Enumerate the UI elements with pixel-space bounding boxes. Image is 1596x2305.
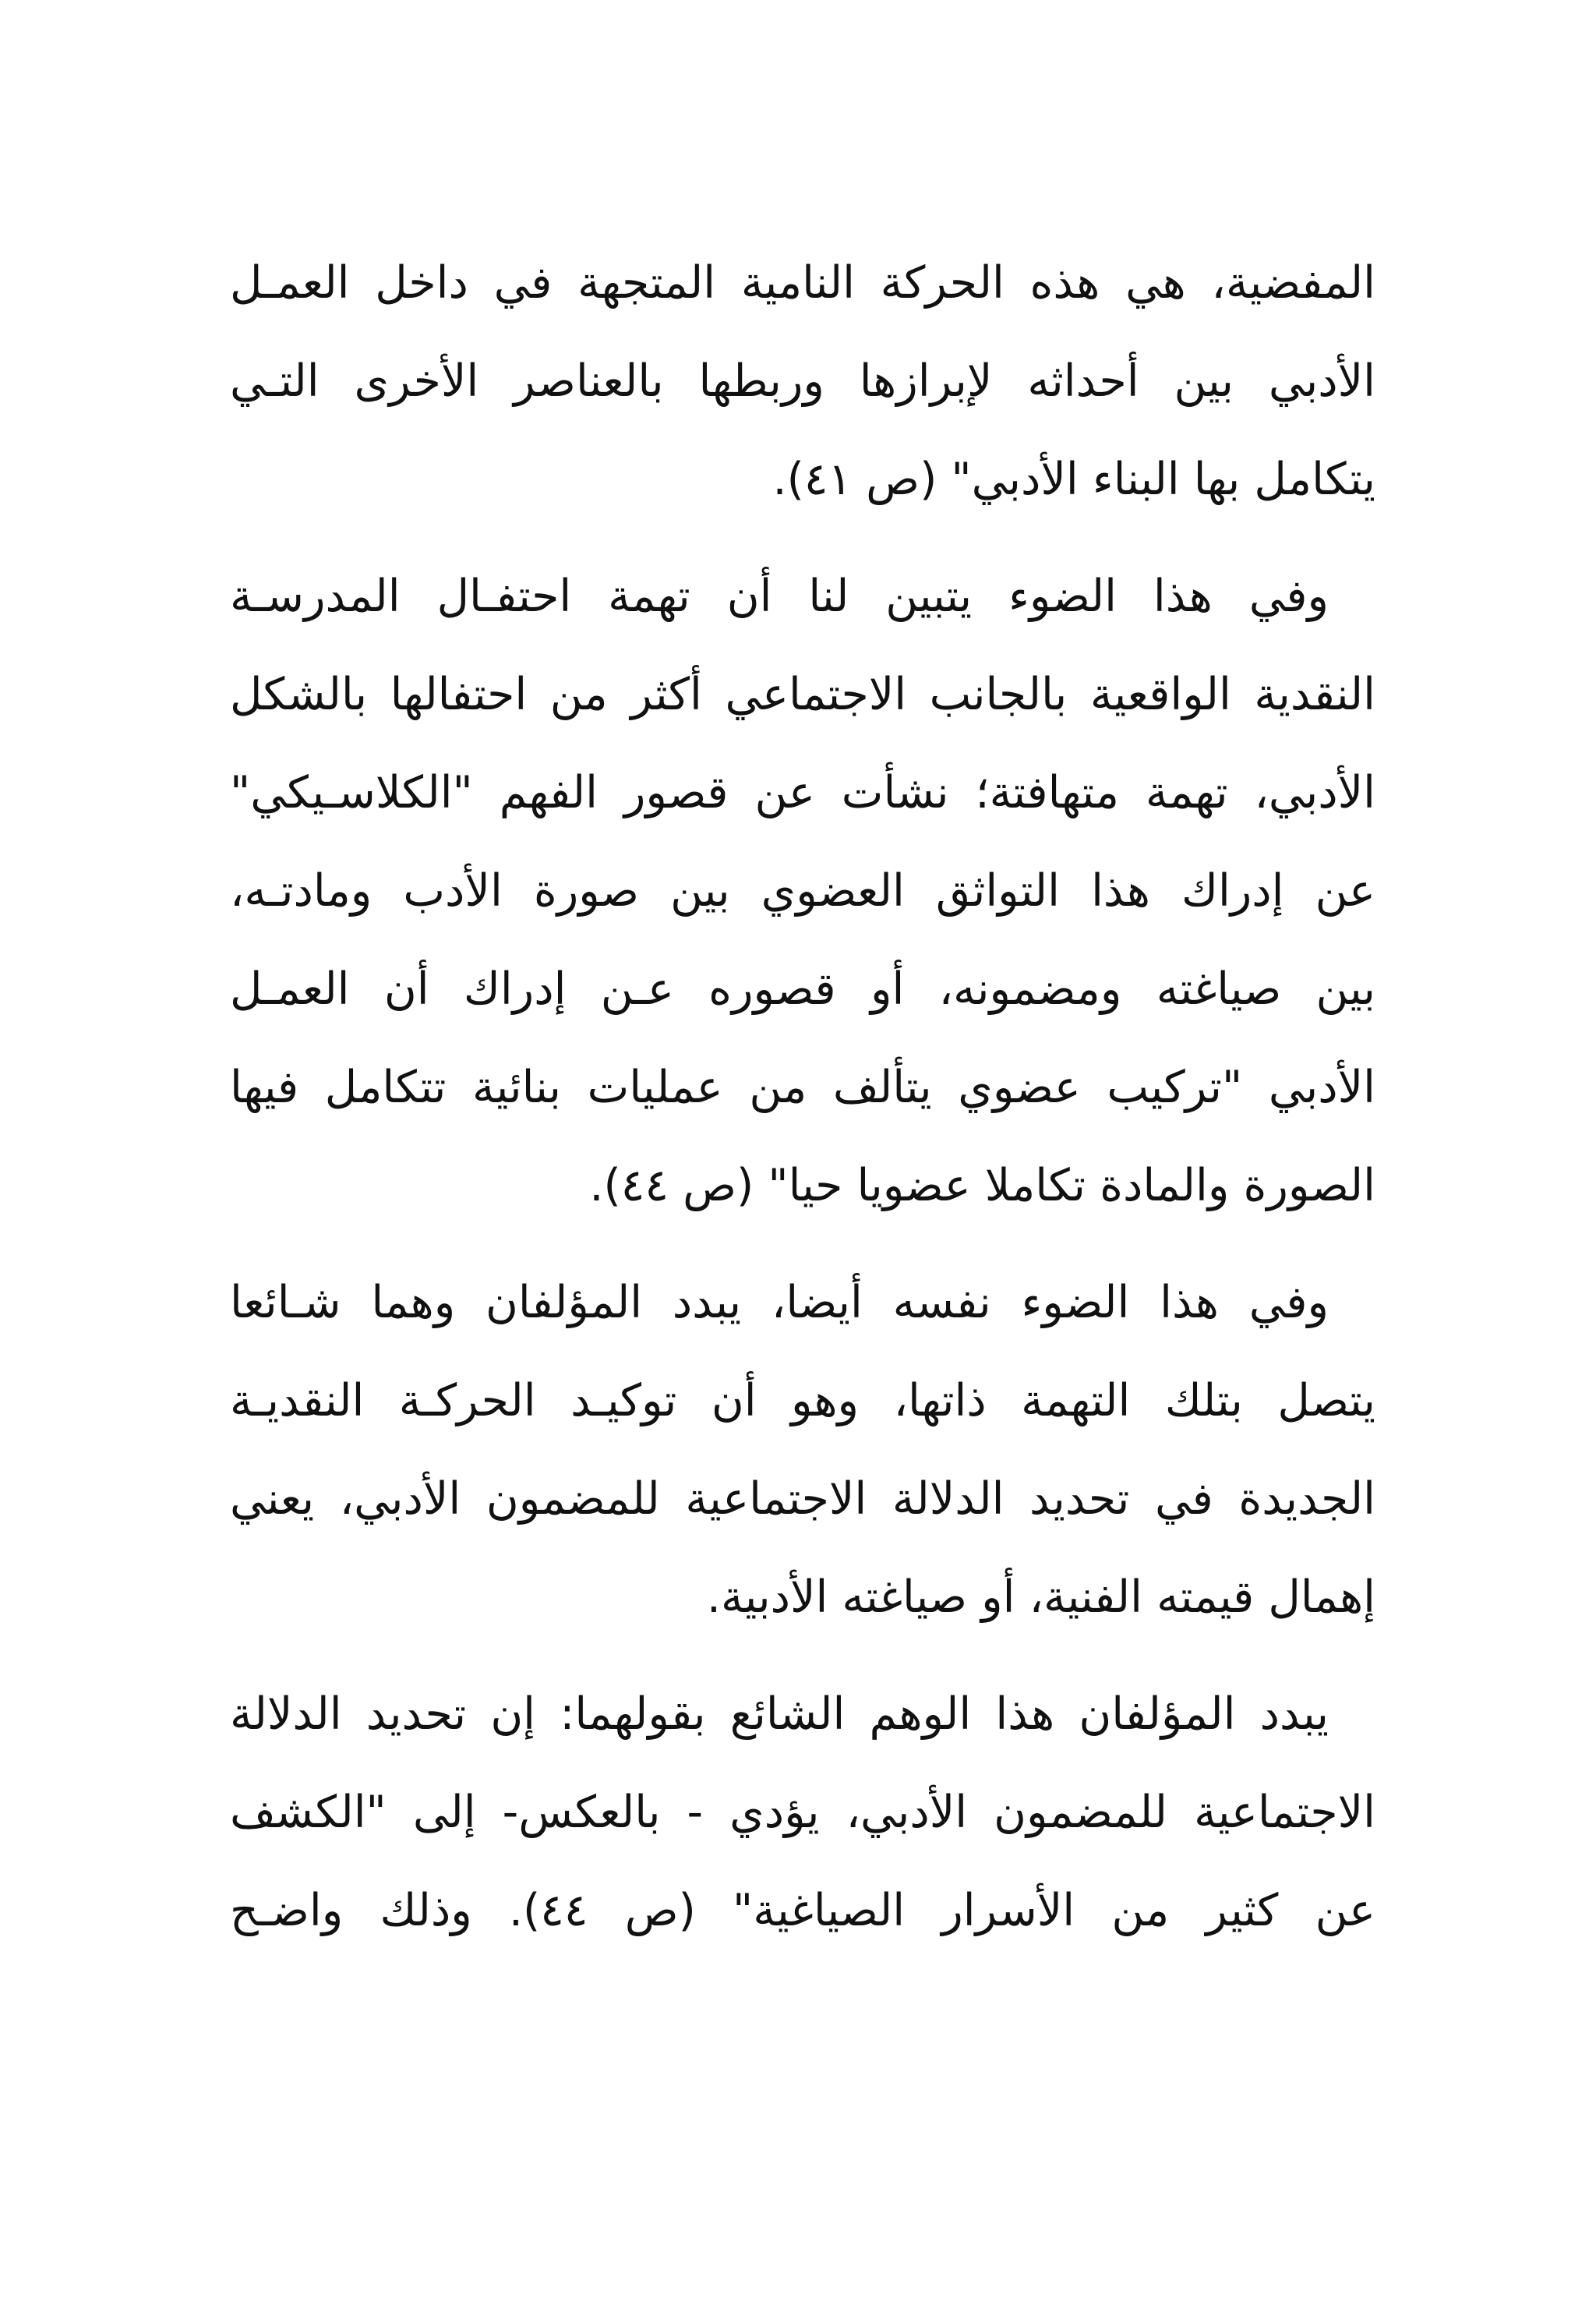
text-line: الاجتماعية للمضمون الأدبي، يؤدي - بالعكس- إلى "الكشف [230, 1787, 1375, 1838]
paragraph-2 [230, 547, 1375, 1235]
text-line: عن إدراك هذا التواثق العضوي بين صورة الأدب ومادتـه، [230, 865, 1375, 917]
text-line: عن كثير من الأسرار الصياغية" (ص ٤٤). وذلك واضـح [230, 1885, 1375, 1936]
body-text [230, 234, 1375, 1978]
text-line: يتصل بتلك التهمة ذاتها، وهو أن توكيـد الحركـة النقديـة [230, 1375, 1375, 1426]
text-line: النقدية الواقعية بالجانب الاجتماعي أكثر من احتفالها بالشكل [230, 669, 1375, 720]
text-line: الأدبي بين أحداثه لإبرازها وربطها بالعناصر الأخرى التـي [230, 355, 1375, 407]
text-line: وفي هذا الضوء نفسه أيضا، يبدد المؤلفان وهما شـائعا [230, 1277, 1329, 1328]
text-line: الأدبي، تهمة متهافتة؛ نشأت عن قصور الفهم "الكلاسـيكي" [230, 767, 1375, 818]
text-line: الصورة والمادة تكاملا عضويا حيا" (ص ٤٤). [589, 1160, 1375, 1211]
text-line: وفي هذا الضوء يتبين لنا أن تهمة احتفـال المدرسـة [230, 571, 1329, 622]
text-line: الأدبي "تركيب عضوي يتألف من عمليات بنائية تتكامل فيها [230, 1062, 1375, 1113]
paragraph-4 [230, 1665, 1375, 1960]
paragraph-1 [230, 234, 1375, 529]
text-line: المفضية، هي هذه الحركة النامية المتجهة في داخل العمـل [230, 257, 1375, 309]
text-line: يتكامل بها البناء الأدبي" (ص ٤١). [772, 454, 1375, 505]
text-line: بين صياغته ومضمونه، أو قصوره عـن إدراك أن العمـل [230, 963, 1375, 1015]
text-line: يبدد المؤلفان هذا الوهم الشائع بقولهما: إن تحديد الدلالة [230, 1688, 1329, 1740]
text-line: إهمال قيمته الفنية، أو صياغته الأدبية. [706, 1571, 1375, 1623]
text-line: الجديدة في تحديد الدلالة الاجتماعية للمضمون الأدبي، يعني [230, 1473, 1375, 1525]
paragraph-3 [230, 1253, 1375, 1646]
